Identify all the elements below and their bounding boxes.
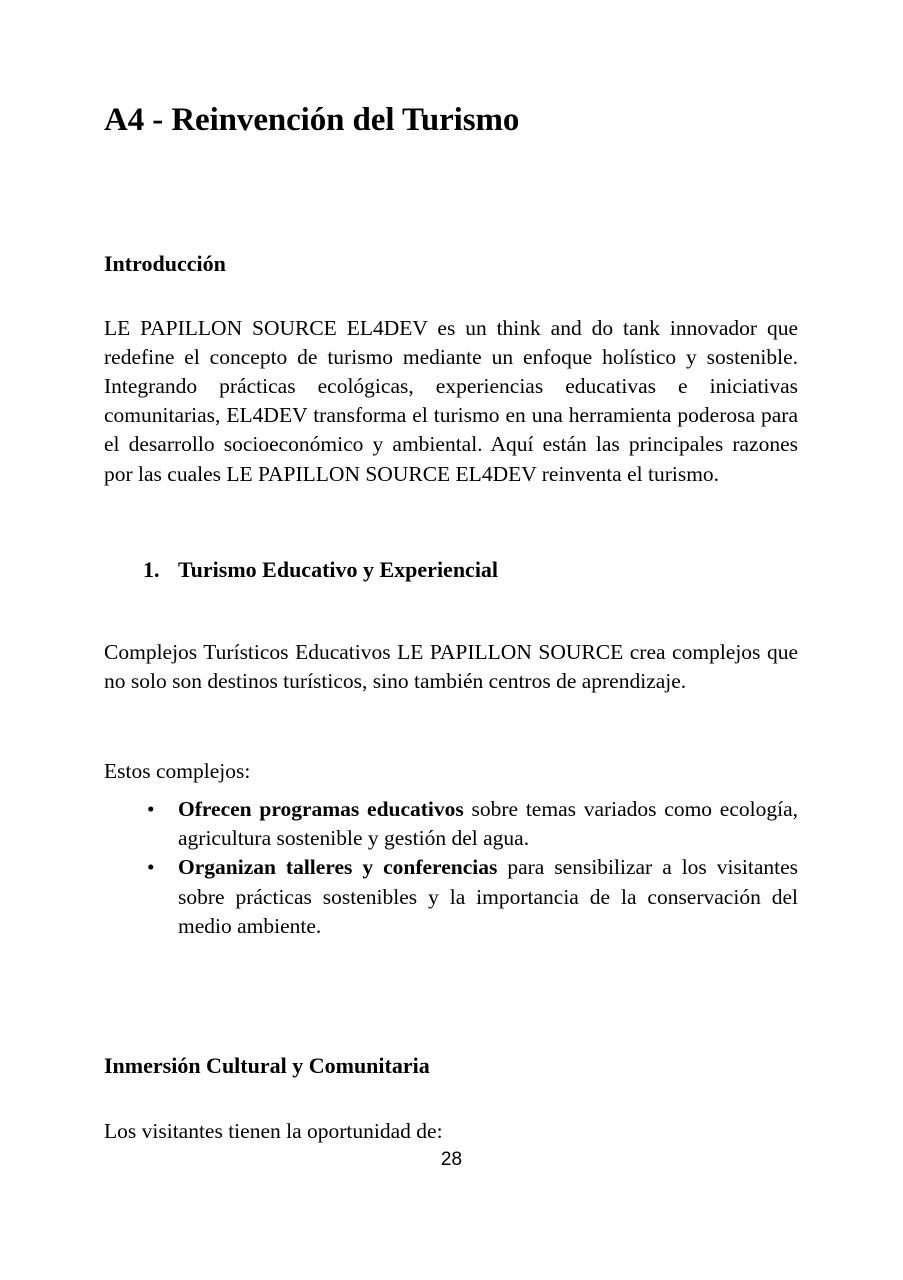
list-number-marker: 1. [143, 557, 160, 582]
list-item [104, 853, 798, 941]
bullet-point-icon: • [147, 797, 155, 821]
page-title: A4 - Reinvención del Turismo [104, 102, 520, 138]
bullet-bold-text: Organizan talleres y conferencias [178, 855, 498, 880]
numbered-heading-label: Turismo Educativo y Experiencial [178, 557, 499, 582]
paragraph-visitantes: Los visitantes tienen la oportunidad de: [104, 1118, 443, 1143]
paragraph-estos-complejos: Estos complejos: [104, 758, 251, 783]
bullet-bold-text: Ofrecen programas educativos [178, 797, 464, 821]
numbered-heading-turismo-educativo [104, 556, 798, 584]
section-heading-inmersion: Inmersión Cultural y Comunitaria [104, 1053, 430, 1079]
page-number: 28 [440, 1149, 463, 1170]
paragraph-introduccion: LE PAPILLON SOURCE EL4DEV es un think and do tank innovador que redefine el concepto de turismo mediante un enfoque holístico y sostenible. Integrando prácticas ecológicas, experiencias educativas e iniciativas comunitarias, EL4DEV transforma el turismo en una herramienta poderosa para el desarrollo socioeconómico y ambiental. Aquí están las principales razones por las cuales LE PAPILLON SOURCE EL4DEV reinventa el turismo. [104, 315, 798, 486]
bullet-rest-text: sobre temas variados como ecología, agricultura sostenible y gestión del agua. [178, 797, 798, 851]
bullet-list-complejos [104, 795, 798, 941]
list-item [104, 795, 798, 853]
bullet-rest-text: para sensibilizar a los visitantes sobre prácticas sostenibles y la importancia de la conservación del medio ambiente. [178, 855, 798, 938]
section-heading-introduccion: Introducción [104, 251, 226, 277]
paragraph-complejos: Complejos Turísticos Educativos LE PAPILLON SOURCE crea complejos que no solo son destinos turísticos, sino también centros de aprendizaje. [104, 639, 798, 693]
bullet-point-icon: • [147, 855, 155, 880]
